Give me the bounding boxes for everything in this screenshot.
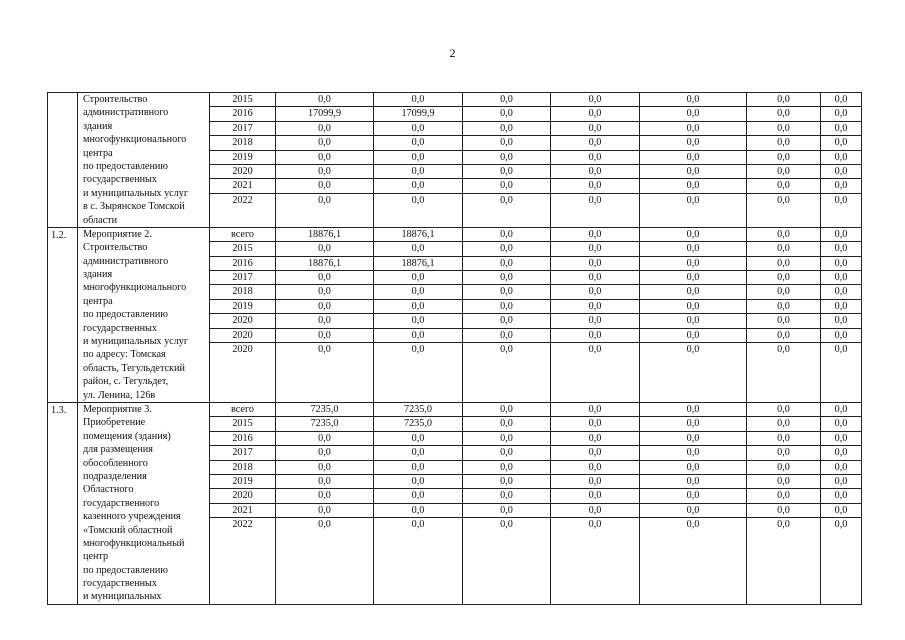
item-name-line: административного xyxy=(83,107,169,119)
item-name-line: государственного xyxy=(83,497,160,509)
amount-value: 0,0 xyxy=(551,179,639,193)
amount-value: 0,0 xyxy=(374,136,462,150)
item-name-line: центра xyxy=(83,295,113,307)
period-value: 2015 xyxy=(210,93,275,107)
amount-value: 0,0 xyxy=(747,136,820,150)
amount-cell xyxy=(821,93,862,228)
amount-value: 0,0 xyxy=(821,107,861,121)
amount-value: 0,0 xyxy=(276,136,373,150)
amount-value: 0,0 xyxy=(821,242,861,256)
amount-value: 0,0 xyxy=(821,417,861,431)
amount-value: 0,0 xyxy=(777,519,790,531)
amount-value: 0,0 xyxy=(463,257,550,271)
amount-value: 0,0 xyxy=(463,93,550,107)
amount-value: 18876,1 xyxy=(276,228,373,242)
item-name-line: и муниципальных xyxy=(83,591,162,603)
amount-value: 0,0 xyxy=(374,475,462,489)
amount-value: 0,0 xyxy=(463,417,550,431)
amount-value: 0,0 xyxy=(747,93,820,107)
item-name-line: в с. Зырянское Томской xyxy=(83,201,185,213)
amount-value: 0,0 xyxy=(640,403,746,417)
amount-value: 0,0 xyxy=(640,417,746,431)
amount-cell xyxy=(276,402,374,604)
item-number: 1.3. xyxy=(48,402,78,604)
amount-value: 0,0 xyxy=(500,194,513,206)
amount-value: 0,0 xyxy=(463,446,550,460)
item-name-line: многофункциональный xyxy=(83,537,185,549)
period-value: 2020 xyxy=(210,314,275,328)
amount-value: 17099,9 xyxy=(374,107,462,121)
amount-value: 0,0 xyxy=(463,136,550,150)
amount-value: 0,0 xyxy=(374,446,462,460)
amount-value: 0,0 xyxy=(551,461,639,475)
amount-value: 0,0 xyxy=(374,314,462,328)
amount-value: 0,0 xyxy=(747,432,820,446)
item-name-line: многофункционального xyxy=(83,134,187,146)
amount-cell xyxy=(747,93,821,228)
amount-value: 0,0 xyxy=(463,165,550,179)
amount-value: 0,0 xyxy=(463,179,550,193)
amount-value: 0,0 xyxy=(821,122,861,136)
amount-value: 0,0 xyxy=(551,228,639,242)
amount-value: 0,0 xyxy=(551,136,639,150)
amount-value: 0,0 xyxy=(463,122,550,136)
item-name-line: «Томский областной xyxy=(83,524,173,536)
amount-value: 0,0 xyxy=(777,194,790,206)
item-name-line: многофункционального xyxy=(83,282,187,294)
amount-value: 0,0 xyxy=(747,179,820,193)
amount-value: 0,0 xyxy=(463,432,550,446)
amount-value: 0,0 xyxy=(276,242,373,256)
amount-value: 0,0 xyxy=(747,151,820,165)
amount-value: 0,0 xyxy=(747,475,820,489)
amount-value: 0,0 xyxy=(276,475,373,489)
amount-value: 0,0 xyxy=(276,314,373,328)
amount-value: 0,0 xyxy=(276,93,373,107)
period-value: всего xyxy=(210,403,275,417)
amount-value: 0,0 xyxy=(463,271,550,285)
amount-value: 0,0 xyxy=(747,461,820,475)
item-name-line: Строительство xyxy=(83,242,148,254)
amount-value: 0,0 xyxy=(374,489,462,503)
amount-value: 0,0 xyxy=(551,151,639,165)
amount-value: 18876,1 xyxy=(276,257,373,271)
amount-value: 0,0 xyxy=(551,329,639,343)
amount-value: 0,0 xyxy=(821,446,861,460)
amount-cell xyxy=(374,227,463,402)
amount-value: 0,0 xyxy=(551,489,639,503)
amount-value: 0,0 xyxy=(374,165,462,179)
item-name-line: государственных xyxy=(83,322,157,334)
amount-value: 0,0 xyxy=(821,151,861,165)
item-name-line: государственных xyxy=(83,578,157,590)
amount-value: 0,0 xyxy=(374,179,462,193)
period-value: 2018 xyxy=(210,136,275,150)
period-cell xyxy=(210,227,276,402)
amount-value: 0,0 xyxy=(821,461,861,475)
amount-value: 0,0 xyxy=(463,403,550,417)
amount-value: 0,0 xyxy=(640,242,746,256)
amount-value: 0,0 xyxy=(551,122,639,136)
item-name-line: Мероприятие 2. xyxy=(83,228,152,240)
period-value: 2021 xyxy=(210,179,275,193)
period-cell xyxy=(210,93,276,228)
amount-value: 0,0 xyxy=(374,122,462,136)
amount-cell xyxy=(747,402,821,604)
amount-value: 0,0 xyxy=(747,271,820,285)
amount-value: 0,0 xyxy=(551,257,639,271)
period-value: 2022 xyxy=(232,519,253,531)
item-name-line: обособленного xyxy=(83,457,148,469)
period-value: 2017 xyxy=(210,271,275,285)
amount-value: 0,0 xyxy=(640,314,746,328)
amount-value: 0,0 xyxy=(640,475,746,489)
amount-cell xyxy=(276,93,374,228)
amount-cell xyxy=(640,227,747,402)
amount-value: 0,0 xyxy=(463,489,550,503)
item-name-line: Строительство xyxy=(83,94,148,105)
amount-value: 0,0 xyxy=(640,489,746,503)
amount-value: 0,0 xyxy=(640,271,746,285)
amount-value: 0,0 xyxy=(747,314,820,328)
amount-value: 0,0 xyxy=(411,344,425,356)
amount-value: 0,0 xyxy=(747,242,820,256)
amount-value: 0,0 xyxy=(747,417,820,431)
amount-value: 0,0 xyxy=(640,446,746,460)
item-name-line: области xyxy=(83,214,118,226)
period-value: 2015 xyxy=(210,417,275,431)
amount-value: 0,0 xyxy=(640,136,746,150)
amount-cell xyxy=(463,93,551,228)
amount-value: 0,0 xyxy=(821,504,861,518)
amount-value: 0,0 xyxy=(777,344,790,356)
amount-value: 0,0 xyxy=(551,300,639,314)
period-value: 2020 xyxy=(232,344,253,356)
period-value: 2020 xyxy=(210,489,275,503)
amount-value: 0,0 xyxy=(747,228,820,242)
amount-value: 0,0 xyxy=(276,504,373,518)
table-row xyxy=(48,227,862,402)
amount-value: 0,0 xyxy=(821,179,861,193)
amount-value: 0,0 xyxy=(747,504,820,518)
amount-value: 0,0 xyxy=(747,107,820,121)
amount-value: 0,0 xyxy=(834,194,848,206)
amount-value: 0,0 xyxy=(640,329,746,343)
amount-value: 0,0 xyxy=(276,461,373,475)
item-name-line: центра xyxy=(83,147,113,159)
item-name-line: здания xyxy=(83,269,113,281)
period-value: 2017 xyxy=(210,446,275,460)
amount-value: 0,0 xyxy=(686,519,700,531)
amount-value: 0,0 xyxy=(640,461,746,475)
amount-value: 0,0 xyxy=(640,504,746,518)
budget-table xyxy=(47,92,862,605)
amount-value: 0,0 xyxy=(463,461,550,475)
amount-value: 0,0 xyxy=(640,122,746,136)
amount-value: 0,0 xyxy=(463,242,550,256)
item-name-line: ул. Ленина, 126в xyxy=(83,389,156,401)
amount-cell xyxy=(747,227,821,402)
amount-value: 0,0 xyxy=(747,257,820,271)
item-name-line: здания xyxy=(83,120,113,132)
item-name-line: по адресу: Томская xyxy=(83,349,166,361)
amount-value: 0,0 xyxy=(463,228,550,242)
amount-value: 0,0 xyxy=(821,285,861,299)
amount-value: 0,0 xyxy=(747,329,820,343)
amount-value: 17099,9 xyxy=(276,107,373,121)
amount-value: 0,0 xyxy=(747,403,820,417)
amount-value: 0,0 xyxy=(640,432,746,446)
amount-value: 0,0 xyxy=(821,432,861,446)
amount-value: 0,0 xyxy=(821,314,861,328)
amount-value: 0,0 xyxy=(276,489,373,503)
amount-value: 0,0 xyxy=(374,461,462,475)
item-number: 1.2. xyxy=(48,227,78,402)
amount-value: 0,0 xyxy=(747,122,820,136)
amount-value: 0,0 xyxy=(463,504,550,518)
amount-value: 0,0 xyxy=(640,151,746,165)
period-value: 2016 xyxy=(210,432,275,446)
item-name xyxy=(78,227,210,402)
amount-value: 7235,0 xyxy=(374,417,462,431)
amount-value: 0,0 xyxy=(834,519,848,531)
amount-value: 0,0 xyxy=(276,271,373,285)
period-value: 2019 xyxy=(210,475,275,489)
amount-value: 0,0 xyxy=(276,179,373,193)
amount-value: 0,0 xyxy=(374,242,462,256)
amount-value: 0,0 xyxy=(551,403,639,417)
item-name-line: по предоставлению xyxy=(83,160,168,172)
period-cell xyxy=(210,402,276,604)
amount-cell xyxy=(276,227,374,402)
amount-value: 7235,0 xyxy=(374,403,462,417)
amount-value: 0,0 xyxy=(747,446,820,460)
amount-value: 0,0 xyxy=(640,257,746,271)
amount-value: 0,0 xyxy=(821,403,861,417)
amount-value: 0,0 xyxy=(640,107,746,121)
amount-value: 0,0 xyxy=(640,93,746,107)
item-name-line: Областного xyxy=(83,484,134,496)
item-name-line: Приобретение xyxy=(83,417,146,429)
amount-value: 0,0 xyxy=(821,165,861,179)
amount-value: 0,0 xyxy=(411,194,425,206)
amount-cell xyxy=(463,402,551,604)
item-name-line: казенного учреждения xyxy=(83,511,181,523)
period-value: 2020 xyxy=(210,165,275,179)
amount-value: 0,0 xyxy=(747,285,820,299)
amount-value: 0,0 xyxy=(821,329,861,343)
amount-value: 0,0 xyxy=(551,93,639,107)
amount-value: 0,0 xyxy=(463,314,550,328)
amount-value: 7235,0 xyxy=(276,403,373,417)
amount-value: 0,0 xyxy=(276,151,373,165)
item-name-line: Мероприятие 3. xyxy=(83,403,152,415)
amount-value: 0,0 xyxy=(821,136,861,150)
amount-value: 0,0 xyxy=(640,228,746,242)
amount-value: 0,0 xyxy=(463,285,550,299)
item-name-line: по предоставлению xyxy=(83,564,168,576)
amount-cell xyxy=(821,402,862,604)
amount-value: 0,0 xyxy=(500,344,513,356)
amount-value: 0,0 xyxy=(551,314,639,328)
amount-value: 0,0 xyxy=(276,329,373,343)
amount-value: 0,0 xyxy=(463,329,550,343)
amount-value: 0,0 xyxy=(551,242,639,256)
period-value: 2017 xyxy=(210,122,275,136)
amount-cell xyxy=(640,402,747,604)
period-value: 2021 xyxy=(210,504,275,518)
amount-cell xyxy=(551,93,640,228)
amount-value: 0,0 xyxy=(686,344,700,356)
period-value: 2022 xyxy=(232,194,253,206)
amount-cell xyxy=(551,402,640,604)
item-name-line: для размещения xyxy=(83,444,153,456)
amount-value: 0,0 xyxy=(821,489,861,503)
item-name-line: государственных xyxy=(83,174,157,186)
amount-value: 0,0 xyxy=(588,194,602,206)
item-name-line: помещения (здания) xyxy=(83,430,171,442)
amount-value: 0,0 xyxy=(588,344,602,356)
amount-value: 0,0 xyxy=(411,519,425,531)
amount-value: 0,0 xyxy=(276,285,373,299)
amount-value: 18876,1 xyxy=(374,257,462,271)
amount-value: 0,0 xyxy=(821,257,861,271)
amount-value: 0,0 xyxy=(747,300,820,314)
amount-value: 0,0 xyxy=(551,165,639,179)
amount-value: 0,0 xyxy=(640,285,746,299)
amount-cell xyxy=(551,227,640,402)
amount-value: 7235,0 xyxy=(276,417,373,431)
table-row xyxy=(48,93,862,228)
item-name-line: подразделения xyxy=(83,470,147,482)
amount-value: 0,0 xyxy=(463,107,550,121)
amount-value: 0,0 xyxy=(834,344,848,356)
amount-value: 0,0 xyxy=(374,285,462,299)
period-value: 2020 xyxy=(210,329,275,343)
amount-value: 0,0 xyxy=(551,432,639,446)
period-value: 2019 xyxy=(210,300,275,314)
amount-value: 0,0 xyxy=(374,504,462,518)
amount-value: 0,0 xyxy=(551,107,639,121)
amount-value: 0,0 xyxy=(686,194,700,206)
amount-value: 0,0 xyxy=(640,179,746,193)
amount-value: 0,0 xyxy=(374,93,462,107)
amount-value: 0,0 xyxy=(276,446,373,460)
amount-value: 0,0 xyxy=(276,165,373,179)
amount-value: 0,0 xyxy=(463,151,550,165)
item-name-line: и муниципальных услуг xyxy=(83,336,189,348)
amount-cell xyxy=(463,227,551,402)
amount-value: 0,0 xyxy=(551,446,639,460)
amount-value: 0,0 xyxy=(374,300,462,314)
amount-value: 0,0 xyxy=(747,165,820,179)
period-value: 2016 xyxy=(210,107,275,121)
item-name-line: по предоставлению xyxy=(83,309,168,321)
page-number: 2 xyxy=(449,46,456,60)
amount-cell xyxy=(374,93,463,228)
amount-value: 0,0 xyxy=(276,300,373,314)
amount-value: 0,0 xyxy=(821,228,861,242)
period-value: 2018 xyxy=(210,461,275,475)
amount-cell xyxy=(821,227,862,402)
period-value: 2016 xyxy=(210,257,275,271)
amount-value: 0,0 xyxy=(640,165,746,179)
item-name-line: административного xyxy=(83,255,169,267)
item-name-line: центр xyxy=(83,551,109,563)
amount-value: 0,0 xyxy=(588,519,602,531)
item-name-line: район, с. Тегульдет, xyxy=(83,376,169,388)
item-name-line: и муниципальных услуг xyxy=(83,187,189,199)
amount-value: 0,0 xyxy=(318,344,331,356)
amount-value: 0,0 xyxy=(374,432,462,446)
amount-value: 0,0 xyxy=(551,475,639,489)
amount-cell xyxy=(640,93,747,228)
amount-value: 18876,1 xyxy=(374,228,462,242)
table-row xyxy=(48,402,862,604)
amount-value: 0,0 xyxy=(276,432,373,446)
amount-value: 0,0 xyxy=(821,271,861,285)
period-value: всего xyxy=(210,228,275,242)
amount-value: 0,0 xyxy=(821,93,861,107)
amount-value: 0,0 xyxy=(747,489,820,503)
amount-value: 0,0 xyxy=(374,151,462,165)
period-value: 2018 xyxy=(210,285,275,299)
amount-value: 0,0 xyxy=(551,271,639,285)
amount-value: 0,0 xyxy=(551,504,639,518)
amount-value: 0,0 xyxy=(374,271,462,285)
amount-value: 0,0 xyxy=(463,475,550,489)
item-name xyxy=(78,402,210,604)
period-value: 2015 xyxy=(210,242,275,256)
amount-value: 0,0 xyxy=(500,519,513,531)
item-number xyxy=(48,93,78,228)
amount-value: 0,0 xyxy=(463,300,550,314)
amount-value: 0,0 xyxy=(640,300,746,314)
item-name-line: область, Тегульдетский xyxy=(83,362,185,374)
amount-value: 0,0 xyxy=(276,122,373,136)
amount-value: 0,0 xyxy=(551,285,639,299)
amount-value: 0,0 xyxy=(318,194,331,206)
amount-value: 0,0 xyxy=(374,329,462,343)
period-value: 2019 xyxy=(210,151,275,165)
item-name xyxy=(78,93,210,228)
amount-value: 0,0 xyxy=(318,519,331,531)
amount-value: 0,0 xyxy=(821,300,861,314)
amount-value: 0,0 xyxy=(821,475,861,489)
amount-cell xyxy=(374,402,463,604)
amount-value: 0,0 xyxy=(551,417,639,431)
